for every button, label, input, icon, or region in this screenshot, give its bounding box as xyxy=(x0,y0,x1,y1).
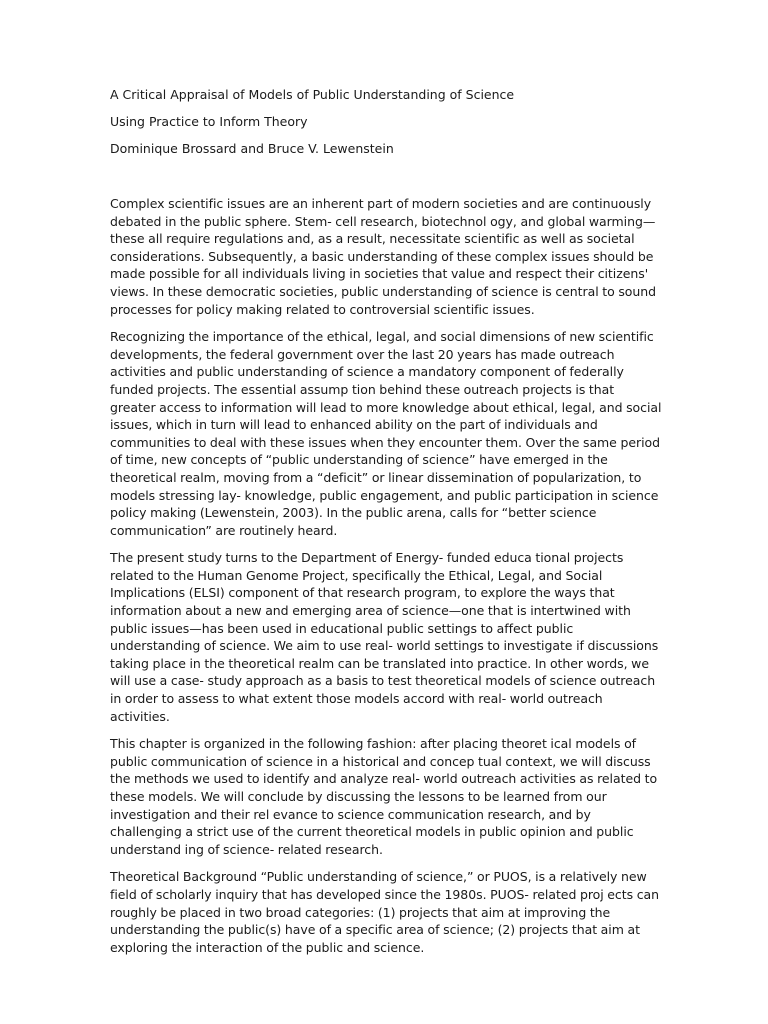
section-spacer xyxy=(110,167,662,195)
document-title: A Critical Appraisal of Models of Public Understanding of Science xyxy=(110,87,515,102)
paragraph-chapter-organization: This chapter is organized in the following fashion: after placing theoret ical models of public communication of science in a historical and concep tual context, we will discuss the methods we used to identify and analyze real- world outreach activities as related to these models. We will conclude by discussing the lessons to be learned from our investigation and their rel evance to science communication research, and by challenging a strict use of the current theoretical models in public opinion and public understand ing of science- related research. xyxy=(110,736,658,857)
paragraph-theoretical-background: Theoretical Background “Public understanding of science,” or PUOS, is a relatively new field of scholarly inquiry that has developed since the 1980s. PUOS- related proj ects can roughly be placed in two broad categories: (1) projects that aim at improving the understanding the public(s) have of a specific area of science; (2) projects that aim at exploring the interaction of the public and science. xyxy=(110,869,659,955)
document-subtitle: Using Practice to Inform Theory xyxy=(110,114,308,129)
paragraph-intro: Complex scientific issues are an inherent part of modern societies and are continuously debated in the public sphere. Stem- cell research, biotechnol ogy, and global warming—these all require regulations and, as a result, necessitate scientific as well as societal considerations. Subsequently, a basic understanding of these complex issues should be made possible for all individuals living in societies that value and respect their citizens' views. In these democratic societies, public understanding of science is central to sound processes for policy making related to controversial scientific issues. xyxy=(110,196,657,317)
document-authors: Dominique Brossard and Bruce V. Lewenstein xyxy=(110,141,394,156)
paragraph-present-study: The present study turns to the Department of Energy- funded educa tional projects related to the Human Genome Project, specifically the Ethical, Legal, and Social Implications (ELSI) component of that research program, to explore the ways that information about a new and emerging area of science—one that is intertwined with public issues—has been used in educational public settings to affect public understanding of science. We aim to use real- world settings to investigate if discussions taking place in the theoretical realm can be translated into practice. In other words, we will use a case- study approach as a basis to test theoretical models of science outreach in order to assess to what extent those models accord with real- world outreach activities. xyxy=(110,550,659,724)
document-body xyxy=(110,86,662,966)
paragraph-ethical-dimensions: Recognizing the importance of the ethical, legal, and social dimensions of new scientific developments, the federal government over the last 20 years has made outreach activities and public understanding of science a mandatory component of federally funded projects. The essential assump tion behind these outreach projects is that greater access to information will lead to more knowledge about ethical, legal, and social issues, which in turn will lead to enhanced ability on the part of individuals and communities to deal with these issues when they encounter them. Over the same period of time, new concepts of “public understanding of science” have emerged in the theoretical realm, moving from a “deficit” or linear dissemination of popularization, to models stressing lay- knowledge, public engagement, and public participation in science policy making (Lewenstein, 2003). In the public arena, calls for “better science communication” are routinely heard. xyxy=(110,329,662,538)
